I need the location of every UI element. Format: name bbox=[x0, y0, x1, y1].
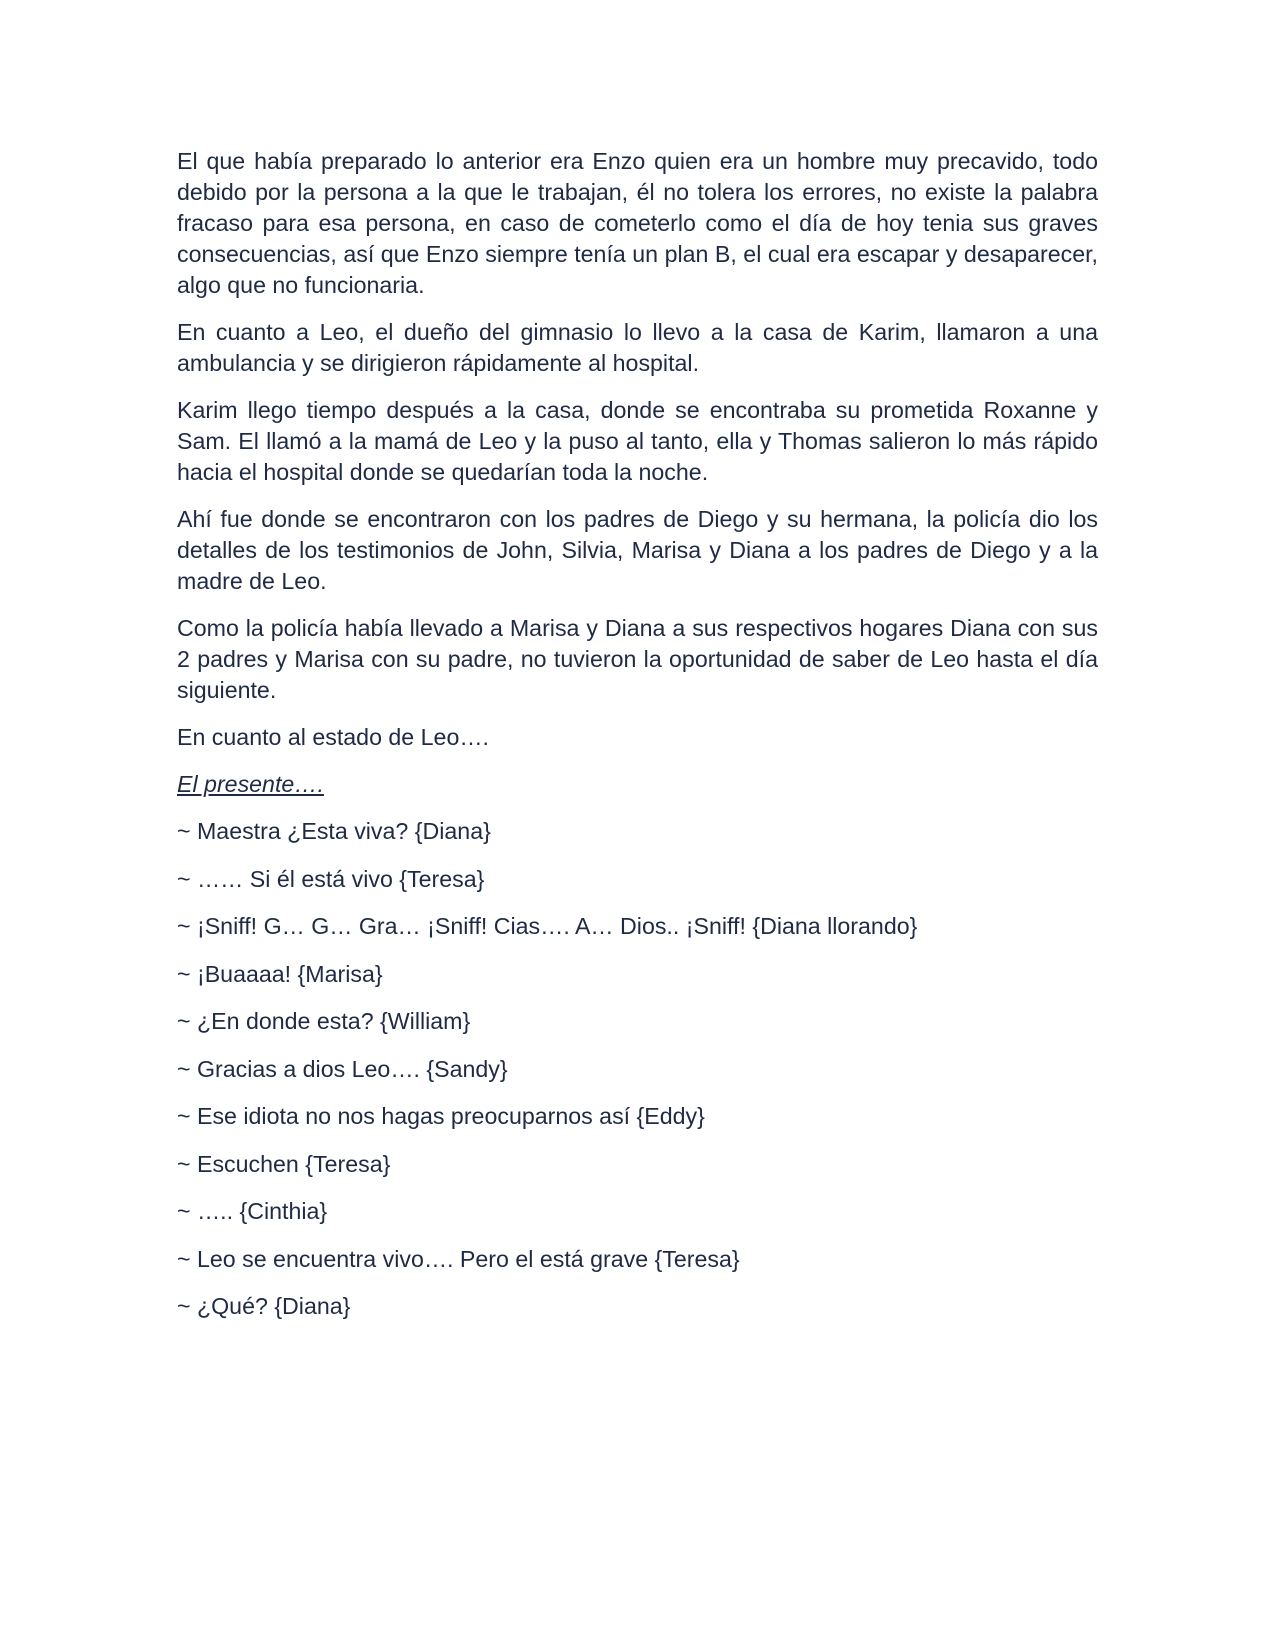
dialogue-line: ~ ¡Buaaaa! {Marisa} bbox=[177, 960, 383, 987]
paragraph: Como la policía había llevado a Marisa y Diana a sus respectivos hogares Diana con sus 2 padres y Marisa con su padre, no tuvieron la oportunidad de saber de Leo hasta el día siguiente. bbox=[177, 615, 1098, 703]
dialogue-line: ~ Gracias a dios Leo…. {Sandy} bbox=[177, 1055, 508, 1082]
dialogue-line: ~ ¿En donde esta? {William} bbox=[177, 1008, 471, 1034]
dialogue-line: ~ Maestra ¿Esta viva? {Diana} bbox=[177, 818, 491, 844]
paragraph: En cuanto al estado de Leo…. bbox=[177, 724, 489, 750]
dialogue-line: ~ Ese idiota no nos hagas preocuparnos así {Eddy} bbox=[177, 1103, 705, 1129]
page-content bbox=[177, 146, 1098, 1339]
dialogue-line: ~ Leo se encuentra vivo…. Pero el está grave {Teresa} bbox=[177, 1245, 740, 1272]
section-heading: El presente…. bbox=[177, 771, 324, 797]
paragraph: En cuanto a Leo, el dueño del gimnasio lo llevo a la casa de Karim, llamaron a una ambulancia y se dirigieron rápidamente al hospital. bbox=[177, 319, 1098, 376]
dialogue-line: ~ ¿Qué? {Diana} bbox=[177, 1293, 351, 1319]
dialogue-line: ~ ¡Sniff! G… G… Gra… ¡Sniff! Cias…. A… Dios.. ¡Sniff! {Diana llorando} bbox=[177, 913, 918, 939]
paragraph: Karim llego tiempo después a la casa, donde se encontraba su prometida Roxanne y Sam. El llamó a la mamá de Leo y la puso al tanto, ella y Thomas salieron lo más rápido hacia el hospital donde se quedarían toda la noche. bbox=[177, 397, 1098, 485]
dialogue-line: ~ …… Si él está vivo {Teresa} bbox=[177, 865, 485, 892]
dialogue-line: ~ Escuchen {Teresa} bbox=[177, 1150, 391, 1177]
paragraph: El que había preparado lo anterior era Enzo quien era un hombre muy precavido, todo debido por la persona a la que le trabajan, él no tolera los errores, no existe la palabra fracaso para esa persona, en caso de cometerlo como el día de hoy tenia sus graves consecuencias, así que Enzo siempre tenía un plan B, el cual era escapar y desaparecer, algo que no funcionaria. bbox=[177, 148, 1098, 298]
paragraph: Ahí fue donde se encontraron con los padres de Diego y su hermana, la policía dio los detalles de los testimonios de John, Silvia, Marisa y Diana a los padres de Diego y a la madre de Leo. bbox=[177, 506, 1098, 594]
dialogue-line: ~ ….. {Cinthia} bbox=[177, 1198, 328, 1224]
